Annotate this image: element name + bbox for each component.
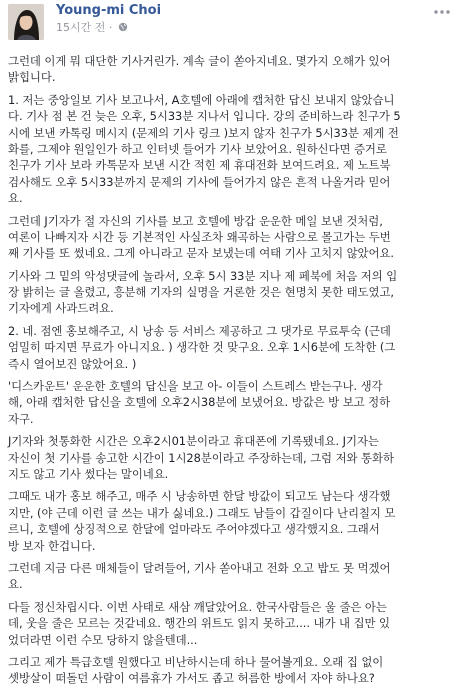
paragraph-line: 다들 정신차립시다. 이번 사태로 새삼 깨달았어요. 한국사람들은 울 줄은 아는: [8, 599, 387, 614]
paragraph-line: '디스카운트' 운운한 호텔의 답신을 보고 아- 이들이 스트레스 받는구나. 생각: [8, 379, 383, 394]
paragraph-line: 엄밀히 따지면 무료가 아니지요. ) 생각한 것 맞구요. 오후 1시6분에 도착한 (그: [8, 340, 396, 355]
paragraph-line: 밝힙니다.: [8, 70, 56, 85]
paragraph-line: 화를, 그제야 원일인가 하고 인터넷 들어가 기사 보았어요. 원하신다면 증거로: [8, 141, 387, 156]
paragraph-line: 지도 않고 기사 썼다는 말이네요.: [8, 466, 169, 481]
paragraph-line: 그런데 지금 다른 매체들이 달려들어, 기사 쏟아내고 전화 오고 밥도 못 먹겠어: [8, 560, 391, 575]
paragraph-line: 시에 보낸 카톡링 메시지 (문제의 기사 링크 )보지 않자 친구가 5시33분 제게 전: [8, 125, 399, 140]
paragraph-line: 그런데 이게 뭐 대단한 기사거린가. 계속 글이 쏟아지네요. 몇가지 오해가 있어: [8, 54, 391, 68]
paragraph-line: 었더라면 이런 수모 당하지 않을텐데...: [8, 632, 198, 647]
paragraph-line: 자구.: [8, 411, 34, 426]
paragraph-line: 요.: [8, 191, 23, 206]
author-avatar[interactable]: [8, 4, 44, 40]
paragraph-line: 다. 기사 점 본 건 늦은 오후, 5시33분 지나서 입니다. 강의 준비하느라 친구가 5: [8, 109, 401, 124]
paragraph-line: 그때도 내가 홍보 해주고, 매주 시 낭송하면 한달 방값이 되고도 남는다 생각했: [8, 489, 391, 504]
paragraph-line: 방 보자 한겁니다.: [8, 538, 96, 553]
post-paragraph: [8, 433, 453, 482]
post-paragraph: [8, 213, 453, 262]
paragraph-line: 기사와 그 밑의 악성댓글에 놀라서, 오후 5시 33분 지나 제 페북에 처음 저의 입: [8, 268, 398, 283]
paragraph-line: 요.: [8, 577, 23, 592]
paragraph-line: 그런데 J기자가 절 자신의 기사를 보고 호텔에 방갑 운운한 메일 보낸 것처럼,: [8, 213, 383, 228]
paragraph-line: 셋방살이 떠돌던 사람이 여름휴가 가서도 좁고 허름한 방에서 자야 하나요?: [8, 671, 375, 686]
paragraph-line: 즉시 열어보진 않았어요. ): [8, 356, 137, 371]
post-paragraph: [8, 92, 453, 207]
globe-icon[interactable]: [118, 22, 128, 32]
post-meta: [56, 21, 128, 35]
post-header: [0, 0, 459, 40]
post-paragraph: [8, 488, 453, 554]
post-paragraph: [8, 268, 453, 317]
paragraph-line: 2. 네. 점엔 홍보해주고, 시 낭송 등 서비스 제공하고 그 댓가로 무료투숙 (근데: [8, 323, 391, 338]
paragraph-line: 그리고 제가 특급호텔 원했다고 비난하시는데 하나 물어볼게요. 오래 집 없이: [8, 654, 384, 669]
more-options-icon[interactable]: [432, 6, 452, 18]
paragraph-line: 지만, (야 근데 이런 글 쓰는 내가 싫네요.) 그래도 남들이 갑질이다 난리칠지 모: [8, 505, 396, 520]
paragraph-line: 검사해도 오후 5시33분까지 문제의 기사에 들어가지 않은 흔적 나올거라 믿어: [8, 174, 391, 189]
paragraph-line: 장 밝히는 글 올렸고, 흥분해 기자의 실명을 거론한 것은 현명치 못한 태도였고,: [8, 285, 394, 300]
paragraph-line: 자신이 첫 기사를 송고한 시간이 1시28분이라고 주장하는데, 그럼 저와 통화하: [8, 450, 394, 465]
paragraph-line: 1. 저는 중앙일보 기사 보고나서, A호텔에 아래에 캡처한 답신 보내지 않았습니: [8, 92, 395, 107]
paragraph-line: 째 기사를 또 썼네요. 그게 아니라고 문자 보냈는데 여태 기사 고치지 않았어요.: [8, 246, 394, 261]
paragraph-line: 기자에게 사과드려요.: [8, 301, 114, 316]
author-name[interactable]: Young-mi Choi: [56, 3, 162, 18]
post-paragraph: [8, 654, 453, 687]
paragraph-line: 해, 아래 캡처한 답신을 호텔에 오후2시38분에 보냈어요. 방값은 방 보고 정하: [8, 395, 391, 410]
avatar-photo-icon: [8, 4, 44, 40]
post-paragraph: [8, 53, 453, 86]
paragraph-line: J기자와 첫통화한 시간은 오후2시01분이라고 휴대폰에 기록됐네요. J기자는: [8, 434, 379, 449]
post-paragraph: [8, 323, 453, 372]
post-paragraph: [8, 378, 453, 427]
paragraph-line: 친구가 기사 보라 카톡문자 보낸 시간 적힌 제 휴대전화 보여드려요. 제 노트북: [8, 158, 391, 173]
paragraph-line: 여론이 나빠지자 시간 등 기본적인 사실조차 왜곡하는 사람으로 몰고가는 두번: [8, 229, 391, 244]
post-time[interactable]: 15시간 전 ·: [56, 21, 113, 34]
paragraph-line: 데, 웃을 줄은 모르는 것같네요. 행간의 위트도 읽지 못하고.... 내가 내 집만 있: [8, 616, 390, 631]
post-body: [8, 53, 453, 687]
post-paragraph: [8, 599, 453, 648]
paragraph-line: 르니, 호텔에 상징적으로 한달에 얼마라도 주어야겠다고 생각했지요. 그래서: [8, 522, 380, 537]
post-paragraph: [8, 560, 453, 593]
